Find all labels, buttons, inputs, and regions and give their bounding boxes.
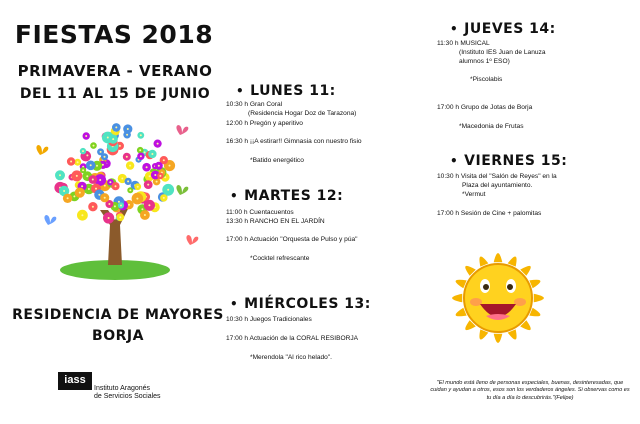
- bullet-icon: •: [450, 154, 459, 168]
- flower-tree-illustration: [30, 115, 200, 285]
- closing-quote: "El mundo está lleno de personas especiales, buenas, desinteresadas, que cuidan y ayudan a otros, esos son los verdaderos ángeles. Si observas como es tu día a día lo descubrirás."(Felipe): [430, 380, 630, 401]
- event-item: 17:00 h Sesión de Cine + palomitas: [437, 210, 542, 217]
- bullet-icon: •: [236, 84, 245, 98]
- event-note: *Vermut: [462, 191, 486, 198]
- event-item: 11:30 h MUSICAL: [437, 40, 490, 47]
- event-item: Plaza del ayuntamiento.: [462, 182, 533, 189]
- event-note: *Macedonia de Frutas: [459, 123, 524, 130]
- poster-title: FIESTAS 2018: [14, 20, 214, 49]
- event-item: (Residencia Hogar Doz de Tarazona): [248, 110, 357, 117]
- day-heading-martes: • MARTES 12:: [230, 188, 344, 204]
- event-item: (Instituto IES Juan de Lanuza: [459, 49, 546, 56]
- event-item: 12:00 h Pregón y aperitivo: [226, 120, 303, 127]
- residence-name: RESIDENCIA DE MAYORES: [12, 307, 224, 323]
- day-heading-lunes: • LUNES 11:: [236, 83, 336, 99]
- event-note: *Piscolabis: [470, 76, 503, 83]
- event-item: 17:00 h Grupo de Jotas de Borja: [437, 104, 533, 111]
- day-heading-miercoles: • MIÉRCOLES 13:: [230, 296, 371, 312]
- event-item: 10:30 h Gran Coral: [226, 101, 283, 108]
- day-heading-viernes: • VIERNES 15:: [450, 153, 568, 169]
- event-note: *Batido energético: [250, 157, 304, 164]
- date-range: DEL 11 AL 15 DE JUNIO: [19, 86, 211, 102]
- event-item: 17:00 h Actuación "Orquesta de Pulso y púa": [226, 236, 358, 243]
- event-item: 10:30 h Juegos Tradicionales: [226, 316, 312, 323]
- bullet-icon: •: [230, 297, 239, 311]
- event-item: 17:00 h Actuación de la CORAL RESIBORJA: [226, 335, 359, 342]
- residence-town: BORJA: [92, 328, 144, 344]
- event-item: 13:30 h RANCHO EN EL JARDÍN: [226, 218, 325, 225]
- event-note: *Merendola "Al rico helado".: [250, 354, 333, 361]
- event-note: *Cocktel refrescante: [250, 255, 310, 262]
- logo-line-2: de Servicios Sociales: [94, 393, 161, 400]
- event-item: 11:00 h Cuentacuentos: [226, 209, 294, 216]
- logo-line-1: Instituto Aragonés: [94, 385, 151, 392]
- event-item: alumnos 1º ESO): [459, 58, 510, 65]
- bullet-icon: •: [230, 189, 239, 203]
- event-item: 16:30 h ¡¡A estirar!! Gimnasia con nuestro fisio: [226, 138, 362, 145]
- smiling-sun-illustration: [434, 238, 562, 356]
- day-heading-jueves: • JUEVES 14:: [450, 21, 556, 37]
- event-item: 10:30 h Visita del "Salón de Reyes" en la: [437, 173, 557, 180]
- iass-logo: iass: [58, 372, 92, 390]
- bullet-icon: •: [450, 22, 459, 36]
- season-subtitle: PRIMAVERA - VERANO: [17, 62, 213, 80]
